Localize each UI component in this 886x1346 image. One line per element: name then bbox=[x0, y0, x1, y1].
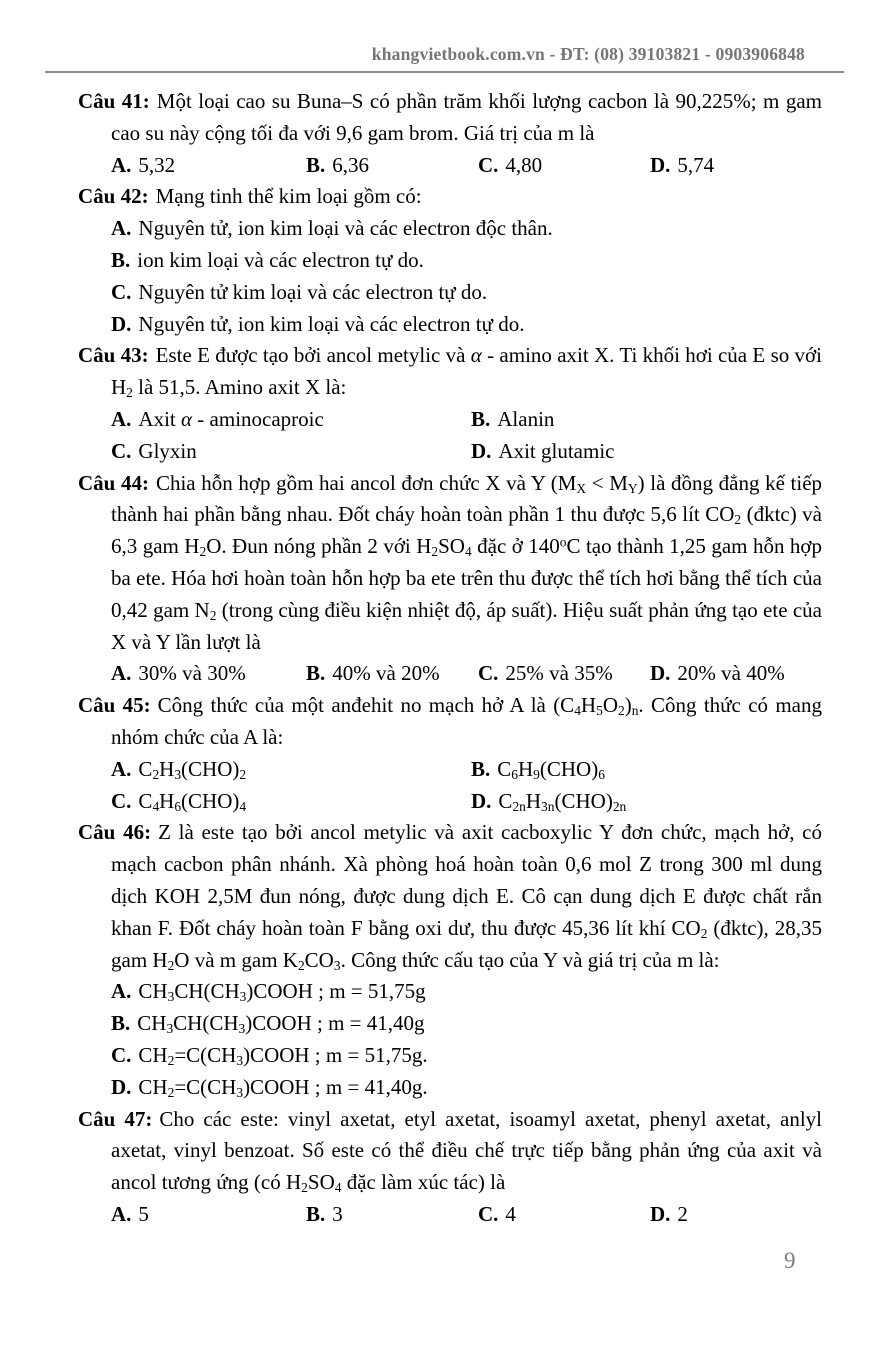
option-letter: C. bbox=[111, 788, 132, 813]
option-letter: A. bbox=[111, 661, 132, 686]
question-label: Câu 44: bbox=[78, 470, 149, 495]
option-text: Glyxin bbox=[138, 438, 197, 463]
options-row bbox=[78, 404, 822, 436]
question-paragraph bbox=[78, 86, 822, 150]
option-d bbox=[650, 150, 822, 182]
question-body: Chia hỗn hợp gồm hai ancol đơn chức X và Y $(M_X < M_Y)$ là đồng đẳng kế tiếp thành hai phần bằng nhau. Đốt cháy hoàn toàn phần 1 thu được 5,6 lít $CO_2$ (đktc) và 6,3 gam $H_2O$. Đun nóng phần 2 với $H_2SO_4$ đặc ở 140$^o$C tạo thành 1,25 gam hỗn hợp ba ete. Hóa hơi hoàn toàn hỗn hợp ba ete trên thu được thể tích hơi bằng thể tích của 0,42 gam $N_2$ (trong cùng điều kiện nhiệt độ, áp suất). Hiệu suất phản ứng tạo ete của X và Y lần lượt là bbox=[111, 470, 823, 654]
option-text: Nguyên tử, ion kim loại và các electron độc thân. bbox=[138, 216, 553, 241]
option-letter: D. bbox=[471, 788, 492, 813]
option-d bbox=[111, 309, 822, 341]
option-text: Alanin bbox=[497, 406, 555, 431]
option-b bbox=[306, 658, 478, 690]
option-a bbox=[111, 213, 822, 245]
option-text: $C_2H_3(CHO)_2$ bbox=[138, 756, 247, 782]
option-letter: B. bbox=[306, 152, 326, 177]
option-d bbox=[471, 436, 822, 468]
option-letter: C. bbox=[111, 279, 132, 304]
options-row bbox=[78, 754, 822, 786]
option-letter: B. bbox=[471, 406, 491, 431]
option-text: 25% và 35% bbox=[505, 661, 613, 686]
option-d bbox=[471, 786, 822, 818]
question-paragraph bbox=[78, 340, 822, 404]
option-a bbox=[111, 658, 306, 690]
question-paragraph bbox=[78, 817, 822, 976]
option-letter: D. bbox=[471, 438, 492, 463]
option-text: 5,32 bbox=[138, 152, 176, 177]
question-47 bbox=[78, 1104, 822, 1231]
option-a bbox=[111, 754, 471, 786]
option-a bbox=[111, 150, 306, 182]
question-46 bbox=[78, 817, 822, 1103]
option-c bbox=[478, 150, 650, 182]
question-paragraph bbox=[78, 468, 822, 659]
option-letter: D. bbox=[111, 1074, 132, 1099]
question-label: Câu 43: bbox=[78, 343, 149, 368]
option-text: $CH_2=C(CH_3)COOH$ ; m = 51,75g. bbox=[138, 1042, 428, 1068]
option-text: $CH_2=C(CH_3)COOH$ ; m = 41,40g. bbox=[138, 1074, 428, 1100]
option-b bbox=[306, 1199, 478, 1231]
option-c bbox=[111, 277, 822, 309]
question-paragraph bbox=[78, 1104, 822, 1199]
option-a bbox=[111, 1199, 306, 1231]
options-row bbox=[78, 1199, 822, 1231]
option-letter: D. bbox=[650, 152, 671, 177]
question-label: Câu 42: bbox=[78, 184, 149, 209]
header-rule bbox=[45, 71, 844, 73]
question-body: Z là este tạo bởi ancol metylic và axit cacboxylic Y đơn chức, mạch hở, có mạch cacbon phân nhánh. Xà phòng hoá hoàn toàn 0,6 mol Z trong 300 ml dung dịch KOH 2,5M đun nóng, được dung dịch E. Cô cạn dung dịch E được chất rắn khan F. Đốt cháy hoàn toàn F bằng oxi dư, thu được 45,36 lít khí $CO_2$ (đktc), 28,35 gam $H_2O$ và m gam $K_2CO_3$. Công thức cấu tạo của Y và giá trị của m là: bbox=[111, 820, 822, 973]
option-text: 4,80 bbox=[505, 152, 543, 177]
option-d bbox=[111, 1072, 822, 1104]
options-row bbox=[78, 658, 822, 690]
question-body: Este E được tạo bởi ancol metylic và α - amino axit X. Ti khối hơi của E so với $H_2$ là 51,5. Amino axit X là: bbox=[111, 343, 822, 401]
options-row bbox=[78, 786, 822, 818]
option-c bbox=[111, 786, 471, 818]
question-44 bbox=[78, 468, 822, 691]
option-text: 5 bbox=[138, 1201, 149, 1226]
option-b bbox=[306, 150, 478, 182]
option-c bbox=[111, 1040, 822, 1072]
option-text: Axit glutamic bbox=[498, 438, 615, 463]
option-letter: A. bbox=[111, 152, 132, 177]
option-d bbox=[650, 658, 822, 690]
options-row bbox=[78, 436, 822, 468]
option-text: $CH_3CH(CH_3)COOH$ ; m = 51,75g bbox=[138, 979, 426, 1005]
option-letter: B. bbox=[111, 247, 131, 272]
option-letter: B. bbox=[471, 756, 491, 781]
question-paragraph bbox=[78, 181, 822, 213]
question-45 bbox=[78, 690, 822, 817]
option-text: $C_{2n}H_{3n}(CHO)_{2n}$ bbox=[498, 788, 627, 814]
option-a bbox=[111, 976, 822, 1008]
page-number: 9 bbox=[784, 1248, 796, 1273]
option-text: 6,36 bbox=[332, 152, 370, 177]
options-list bbox=[78, 976, 822, 1103]
question-body: Mạng tinh thể kim loại gồm có: bbox=[155, 184, 422, 209]
question-body: Cho các este: vinyl axetat, etyl axetat, isoamyl axetat, phenyl axetat, anlyl axetat, vinyl benzoat. Số este có thể điều chế trực tiếp bằng phản ứng của axit và ancol tương ứng (có $H_2SO_4$ đặc làm xúc tác) là bbox=[111, 1106, 822, 1196]
option-letter: B. bbox=[111, 1011, 131, 1036]
option-text: 3 bbox=[332, 1201, 343, 1226]
option-text: 4 bbox=[505, 1201, 516, 1226]
option-a bbox=[111, 404, 471, 436]
option-letter: D. bbox=[650, 1201, 671, 1226]
question-body: Một loại cao su Buna–S có phần trăm khối lượng cacbon là 90,225%; m gam cao su này cộng tối đa với 9,6 gam brom. Giá trị của m là bbox=[111, 89, 822, 145]
option-letter: D. bbox=[111, 311, 132, 336]
option-text: ion kim loại và các electron tự do. bbox=[137, 247, 424, 272]
question-paragraph bbox=[78, 690, 822, 754]
option-b bbox=[111, 245, 822, 277]
option-text: Nguyên tử, ion kim loại và các electron tự do. bbox=[138, 311, 525, 336]
option-text: 30% và 30% bbox=[138, 661, 246, 686]
option-letter: C. bbox=[111, 1042, 132, 1067]
question-43 bbox=[78, 340, 822, 467]
option-letter: A. bbox=[111, 1201, 132, 1226]
option-text: 2 bbox=[677, 1201, 688, 1226]
option-letter: A. bbox=[111, 979, 132, 1004]
page-content bbox=[78, 86, 822, 1231]
option-text: 20% và 40% bbox=[677, 661, 785, 686]
option-letter: C. bbox=[478, 152, 499, 177]
option-c bbox=[111, 436, 471, 468]
option-text: 5,74 bbox=[677, 152, 715, 177]
option-letter: A. bbox=[111, 406, 132, 431]
option-letter: A. bbox=[111, 756, 132, 781]
options-row bbox=[78, 150, 822, 182]
option-c bbox=[478, 658, 650, 690]
question-label: Câu 41: bbox=[78, 89, 150, 113]
option-letter: D. bbox=[650, 661, 671, 686]
question-41 bbox=[78, 86, 822, 181]
page-header: khangvietbook.com.vn - ĐT: (08) 39103821 - 0903906848 bbox=[371, 44, 805, 64]
option-text: 40% và 20% bbox=[332, 661, 440, 686]
option-text: $C_4H_6(CHO)_4$ bbox=[138, 788, 247, 814]
option-text: Nguyên tử kim loại và các electron tự do. bbox=[138, 279, 488, 304]
question-label: Câu 46: bbox=[78, 820, 152, 845]
option-letter: B. bbox=[306, 661, 326, 686]
option-c bbox=[478, 1199, 650, 1231]
question-42 bbox=[78, 181, 822, 340]
option-letter: B. bbox=[306, 1201, 326, 1226]
option-b bbox=[471, 754, 822, 786]
option-b bbox=[111, 1008, 822, 1040]
question-label: Câu 45: bbox=[78, 693, 151, 718]
option-text: $CH_3CH(CH_3)COOH$ ; m = 41,40g bbox=[137, 1011, 425, 1037]
option-letter: A. bbox=[111, 216, 132, 241]
option-d bbox=[650, 1199, 822, 1231]
option-letter: C. bbox=[478, 661, 499, 686]
option-letter: C. bbox=[111, 438, 132, 463]
option-letter: C. bbox=[478, 1201, 499, 1226]
option-text: $C_6H_9(CHO)_6$ bbox=[497, 756, 605, 782]
question-label: Câu 47: bbox=[78, 1106, 153, 1131]
option-b bbox=[471, 404, 822, 436]
option-text: Axit α - aminocaproic bbox=[138, 406, 324, 431]
question-body: Công thức của một anđehit no mạch hở A là $(C_4H_5O_2)_n$. Công thức có mang nhóm chức của A là: bbox=[111, 693, 823, 749]
options-list bbox=[78, 213, 822, 340]
